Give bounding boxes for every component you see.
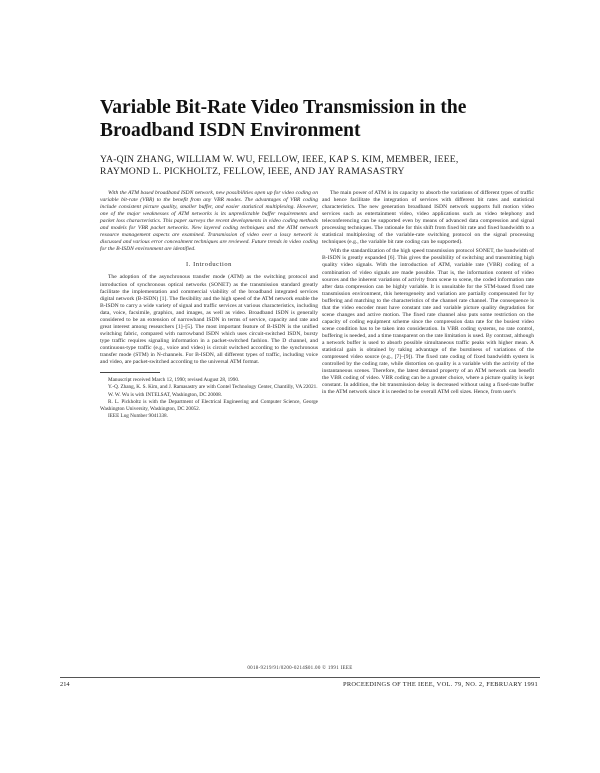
page-number: 214 [60,681,70,688]
abstract: With the ATM based broadband ISDN network, new possibilities open up for video coding on variable bit-rate (VBR) to the benefit from any VBR modes. The advantages of VBR coding include consistent picture quality, smaller buffer, and easier statistical multiplexing. However, one of the major weaknesses of ATM networks is its unpredictable buffer requirements and packet loss characteristics. This paper surveys the recent developments in video coding methods and models for VBR packet networks. New layered coding techniques and the ATM network resource management aspects are examined. Transmission of video over a lossy network is discussed and various error concealment techniques are reviewed. Future trends in video coding for the B-ISDN environment are identified. [100,190,318,253]
footnote-affiliation-2: W. W. Wu is with INTELSAT, Washington, DC 20008. [108,391,223,398]
footnote-divider [100,372,160,373]
footnote-affiliation-3: R. L. Pickholtz is with the Department of Electrical Engineering and Computer Science, George Washington University, Washington, DC 20052. [100,399,318,412]
author-list [100,154,530,178]
footnote-affiliation-1: Y.-Q. Zhang, K. S. Kim, and J. Ramasastry are with Contel Technology Center, Chantilly, VA 22021. [108,384,318,391]
left-column [100,190,318,421]
body-paragraph-right-2: With the standardization of the high speed transmission protocol SONET, the bandwidth of B-ISDN is greatly expanded [6]. This gives the possibility of switching and transmitting high quality video signals. With the introduction of ATM, variable rate (VBR) coding of a combination of video signals are made possible. That is, the information content of video sources and the inherent variations of activity from scene to scene, the coded information rate after data compression can be highly variable. It is unsuitable for the STM-based fixed rate transmission environment, this heterogeneity and variation are partially compensated for by buffering and matching to the characteristics of the channel rate channel. The consequence is that the video encoder must have constant rate and variable picture quality degradation for scene changes and active motion. The fixed rate channel also puts some restriction on the capacity of coding equipment scheme since the compression data rate for the busiest video scene condition has to be taken into consideration. In VBR coding systems, no rate control, buffering is needed, and a time transparent on the rate limitation is used. By contrast, although a network buffer is used to absorb possible simultaneous traffic peaks with higher mean. A statistical gain is obtained by taking advantage of the burstiness of variations of the compressed video source (e.g., [7]–[9]). The fixed rate coding of fixed bandwidth system is controlled by the coding rate, while distortion on quality is a variable with the activity of the instantaneous scenes. Therefore, the latest demand property of an ATM network can benefit the VBR coding of video. VBR coding can be a greater choice, where a picture quality is kept constant. In addition, the bit transmission delay is decreased without using a fixed-rate buffer in the ATM network since it is needed to be overall ATM cell sizes. Hence, from user's [322,248,534,396]
footnote-manuscript: Manuscript received March 12, 1990; revised August 28, 1990. [108,377,240,384]
section-heading-introduction: I. Introduction [186,261,232,269]
copyright-line: 0018-9219/91/0200-0214$01.00 © 1991 IEEE [247,666,353,671]
right-column [322,190,534,398]
paper-title: Variable Bit-Rate Video Transmission in the Broadband ISDN Environment [100,97,467,141]
journal-citation: PROCEEDINGS OF THE IEEE, VOL. 79, NO. 2, FEBRUARY 1991 [342,681,538,688]
author-line-2: RAYMOND L. PICKHOLTZ, FELLOW, IEEE, AND JAY RAMASASTRY [100,166,405,177]
body-paragraph-left-1: The adoption of the asynchronous transfer mode (ATM) as the switching protocol and introduction of synchronous optical networks (SONET) as the transmission standard greatly facilitate the implementation and commercial viability of the broadband integrated services digital network (B-ISDN) [1]. The flexibility and the high speed of the ATM network enable the B-ISDN to carry a wide variety of signal and traffic services at various characteristics, including data, voice, facsimile, graphics, and images, as well as video. Broadband ISDN is generally considered to be an extension of narrowband ISDN in terms of service, capacity and rate and great interest among researchers [1]–[5]. The most important feature of B-ISDN is the unified switching fabric, compared with narrowband ISDN which uses circuit-switched ISDN, bursty type traffic requires signaling information in a packet-switched fashion. The D channel, and continuous-type traffic (e.g., voice and video) is circuit switched according to the synchronous transfer mode (STM) in N-channels. For B-ISDN, all different types of traffic, including voice and video, are packet-switched according to the universal ATM format. [100,274,318,366]
body-paragraph-right-1: The main power of ATM is its capacity to absorb the variations of different types of traffic and hence facilitate the integration of services with different bit rates and statistical characteristics. The new generation broadband ISDN network supports full motion video services such as entertainment video, video applications such as video telephony and teleconferencing can be supported even by means of advanced data compression and signal processing techniques. The rationale for this shift from fixed bit rate and fixed bandwidth to a statistical multiplexing of the variable-rate switching protocol on the signal processing techniques (e.g., the variable bit rate coding can be supported). [322,190,534,246]
footer-divider [60,677,540,678]
footnote-log-number: IEEE Log Number 9041338. [108,413,168,420]
author-line-1: YA-QIN ZHANG, WILLIAM W. WU, FELLOW, IEEE, KAP S. KIM, MEMBER, IEEE, [100,154,459,165]
